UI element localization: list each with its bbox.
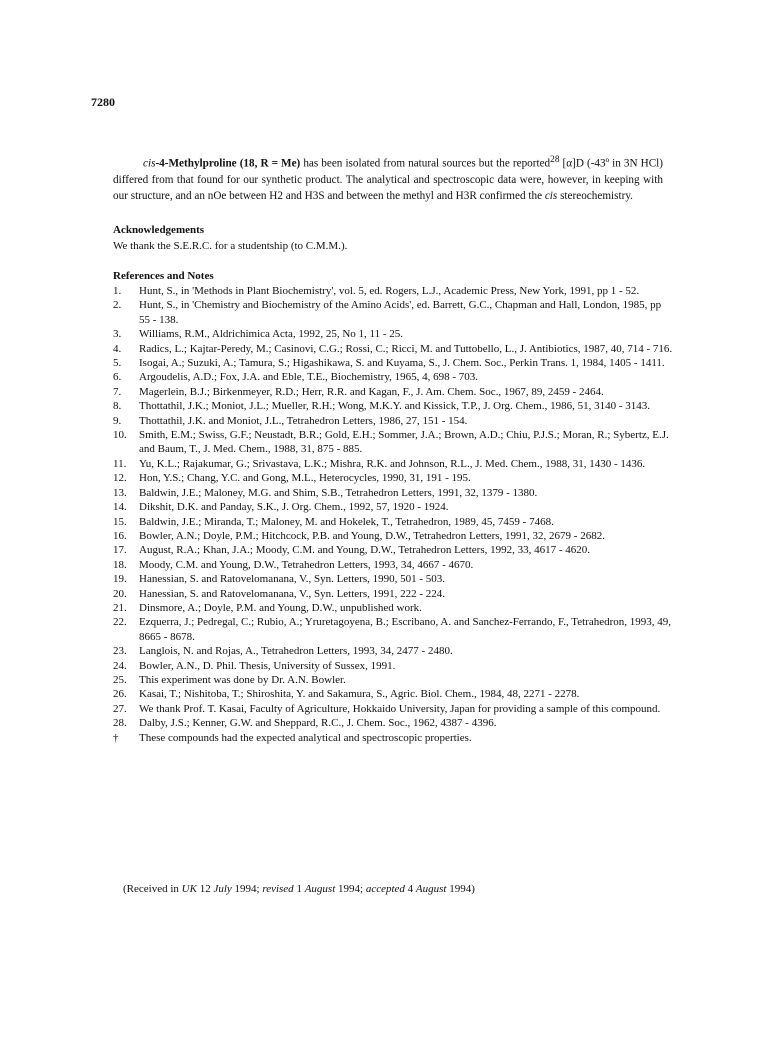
reference-item (113, 659, 673, 673)
received-country: UK (181, 883, 197, 895)
reference-text: Hanessian, S. and Ratovelomanana, V., Syn. Letters, 1991, 222 - 224. (139, 587, 446, 600)
reference-text: Yu, K.L.; Rajakumar, G.; Srivastava, L.K.; Mishra, R.K. and Johnson, R.L., J. Med. Chem., 1988, 31, 1430 - 1436. (139, 457, 646, 470)
reference-item (113, 644, 673, 658)
reference-number: 8. (113, 400, 122, 413)
reference-text: Hon, Y.S.; Chang, Y.C. and Gong, M.L., Heterocycles, 1990, 31, 191 - 195. (139, 472, 471, 485)
acknowledgements-heading: Acknowledgements (113, 224, 205, 236)
reference-text: Radics, L.; Kajtar-Peredy, M.; Casinovi, C.G.; Rossi, C.; Ricci, M. and Tuttobello, L., J. Antibiotics, 1987, 40, 714 - 716. (139, 342, 673, 355)
received-close: 1994) (446, 883, 475, 895)
accepted-label: accepted (365, 883, 405, 895)
received-year: 1994; (231, 883, 263, 895)
reference-text: Smith, E.M.; Swiss, G.F.; Neustadt, B.R.; Gold, E.H.; Sommer, J.A.; Brown, A.D.; Chiu, P.J.S.; Moran, R.; Sybertz, E.J. and Baum, T., J. Med. Chem., 1988, 31, 875 - 885. (139, 429, 669, 456)
reference-number: 11. (113, 457, 127, 470)
reference-number: 23. (113, 645, 127, 658)
acknowledgements-text: We thank the S.E.R.C. for a studentship (to C.M.M.). (113, 240, 348, 252)
references-heading: References and Notes (113, 270, 214, 282)
reference-item (113, 298, 673, 327)
references-list (113, 284, 673, 745)
received-open: (Received in (123, 883, 182, 895)
reference-item (113, 500, 673, 514)
reference-item (113, 327, 673, 341)
reference-item (113, 601, 673, 615)
revised-year: 1994; (335, 883, 366, 895)
reference-text: Kasai, T.; Nishitoba, T.; Shiroshita, Y. and Sakamura, S., Agric. Biol. Chem., 1984, 48, 2271 - 2278. (139, 688, 580, 701)
reference-item (113, 529, 673, 543)
reference-number: 9. (113, 414, 122, 427)
reference-text: Baldwin, J.E.; Maloney, M.G. and Shim, S.B., Tetrahedron Letters, 1991, 32, 1379 - 1380. (139, 486, 538, 499)
reference-number: 17. (113, 544, 127, 557)
reference-number: 1. (113, 285, 122, 297)
accepted-day: 4 (404, 883, 416, 895)
reference-text: Magerlein, B.J.; Birkenmeyer, R.D.; Herr, R.R. and Kagan, F., J. Am. Chem. Soc., 1967, 89, 2459 - 2464. (139, 385, 604, 398)
reference-text: Williams, R.M., Aldrichimica Acta, 1992, 25, No 1, 11 - 25. (139, 328, 404, 341)
reference-item (113, 428, 673, 457)
reference-item (113, 370, 673, 384)
compound-name: -4-Methylproline (18, R = Me) (155, 157, 301, 170)
reference-number: 6. (113, 371, 122, 384)
reference-item (113, 284, 673, 298)
page-number: 7280 (91, 95, 115, 109)
reference-number: 3. (113, 328, 122, 341)
reference-text: August, R.A.; Khan, J.A.; Moody, C.M. and Young, D.W., Tetrahedron Letters, 1992, 33, 4617 - 4620. (139, 544, 591, 557)
reference-number: 20. (113, 587, 127, 600)
reference-item (113, 702, 673, 716)
paragraph-text-3: stereochemistry. (557, 190, 633, 203)
accepted-month: August (415, 883, 447, 895)
reference-text: Moody, C.M. and Young, D.W., Tetrahedron Letters, 1993, 34, 4667 - 4670. (139, 558, 474, 571)
reference-item (113, 587, 673, 601)
paragraph-text-2: [α]D (-43º in 3N HCl) differed from that found for our synthetic product. The analytical and spectroscopic data were, however, in keeping with our structure, and an nOe between H2 and H3S and between the methyl and H3R confirmed the (113, 157, 663, 203)
reference-item (113, 385, 673, 399)
reference-number: 24. (113, 659, 127, 672)
reference-text: Hunt, S., in 'Chemistry and Biochemistry of the Amino Acids', ed. Barrett, G.C., Chapman and Hall, London, 1985, pp 55 - 138. (139, 299, 662, 326)
reference-item (113, 457, 673, 471)
reference-item (113, 731, 673, 745)
reference-text: Bowler, A.N., D. Phil. Thesis, University of Sussex, 1991. (139, 659, 396, 672)
cis-italic: cis (544, 190, 558, 203)
reference-number: 18. (113, 558, 127, 571)
reference-text: Dalby, J.S.; Kenner, G.W. and Sheppard, R.C., J. Chem. Soc., 1962, 4387 - 4396. (139, 717, 497, 730)
reference-text: Dinsmore, A.; Doyle, P.M. and Young, D.W., unpublished work. (139, 601, 422, 614)
reference-text: Langlois, N. and Rojas, A., Tetrahedron Letters, 1993, 34, 2477 - 2480. (139, 645, 453, 658)
paragraph-text-1: has been isolated from natural sources but the reported (300, 157, 551, 170)
reference-number: 2. (113, 299, 122, 312)
reference-text: Hunt, S., in 'Methods in Plant Biochemistry', vol. 5, ed. Rogers, L.J., Academic Press, New York, 1991, pp 1 - 52. (139, 285, 640, 297)
reference-item (113, 615, 673, 644)
reference-item (113, 399, 673, 413)
reference-number: 12. (113, 472, 127, 485)
reference-number: 16. (113, 529, 127, 542)
reference-number: 21. (113, 601, 127, 614)
reference-text: These compounds had the expected analytical and spectroscopic properties. (139, 731, 472, 744)
reference-number: 25. (113, 673, 127, 686)
reference-number: 4. (113, 342, 122, 355)
reference-number: 14. (113, 501, 127, 514)
revised-day: 1 (293, 883, 305, 895)
reference-number: 5. (113, 357, 122, 370)
received-line (123, 883, 475, 895)
reference-text: Ezquerra, J.; Pedregal, C.; Rubio, A.; Yruretagoyena, B.; Escribano, A. and Sanchez-Ferrando, F., Tetrahedron, 1993, 49, 8665 - 8678. (139, 616, 672, 643)
received-month: July (213, 883, 232, 895)
revised-label: revised (262, 883, 294, 895)
reference-item (113, 414, 673, 428)
reference-text: Hanessian, S. and Ratovelomanana, V., Syn. Letters, 1990, 501 - 503. (139, 573, 446, 586)
reference-number: 26. (113, 688, 127, 701)
received-day: 12 (196, 883, 214, 895)
reference-item (113, 572, 673, 586)
reference-text: Baldwin, J.E.; Miranda, T.; Maloney, M. and Hokelek, T., Tetrahedron, 1989, 45, 7459 - 7468. (139, 515, 554, 528)
reference-item (113, 687, 673, 701)
cis-prefix: cis (143, 157, 156, 170)
body-paragraph (113, 152, 663, 204)
reference-number: 22. (113, 616, 127, 629)
reference-text: Isogai, A.; Suzuki, A.; Tamura, S.; Higashikawa, S. and Kuyama, S., J. Chem. Soc., Perkin Trans. 1, 1984, 1405 - 1411. (139, 357, 665, 370)
reference-number: 28. (113, 717, 127, 730)
reference-text: We thank Prof. T. Kasai, Faculty of Agriculture, Hokkaido University, Japan for providing a sample of this compound. (139, 702, 661, 715)
reference-text: Bowler, A.N.; Doyle, P.M.; Hitchcock, P.B. and Young, D.W., Tetrahedron Letters, 1991, 32, 2679 - 2682. (139, 529, 605, 542)
reference-text: Argoudelis, A.D.; Fox, J.A. and Eble, T.E., Biochemistry, 1965, 4, 698 - 703. (139, 371, 479, 384)
reference-item (113, 515, 673, 529)
reference-item (113, 543, 673, 557)
reference-number: 15. (113, 515, 127, 528)
reference-item (113, 486, 673, 500)
reference-number: 7. (113, 385, 122, 398)
reference-item (113, 356, 673, 370)
reference-number: 27. (113, 702, 127, 715)
reference-number: † (113, 731, 119, 744)
reference-item (113, 342, 673, 356)
reference-item (113, 716, 673, 730)
reference-text: This experiment was done by Dr. A.N. Bowler. (139, 673, 346, 686)
reference-number: 10. (113, 429, 127, 442)
reference-text: Thottathil, J.K.; Moniot, J.L.; Mueller, R.H.; Wong, M.K.Y. and Kissick, T.P., J. Org. Chem., 1986, 51, 3140 - 3143. (139, 400, 650, 413)
revised-month: August (304, 883, 336, 895)
reference-item (113, 673, 673, 687)
reference-item (113, 558, 673, 572)
citation-superscript: 28 (550, 155, 560, 165)
reference-text: Dikshit, D.K. and Panday, S.K., J. Org. Chem., 1992, 57, 1920 - 1924. (139, 501, 449, 514)
reference-text: Thottathil, J.K. and Moniot, J.L., Tetrahedron Letters, 1986, 27, 151 - 154. (139, 414, 468, 427)
reference-item (113, 471, 673, 485)
reference-number: 19. (113, 573, 127, 586)
reference-number: 13. (113, 486, 127, 499)
